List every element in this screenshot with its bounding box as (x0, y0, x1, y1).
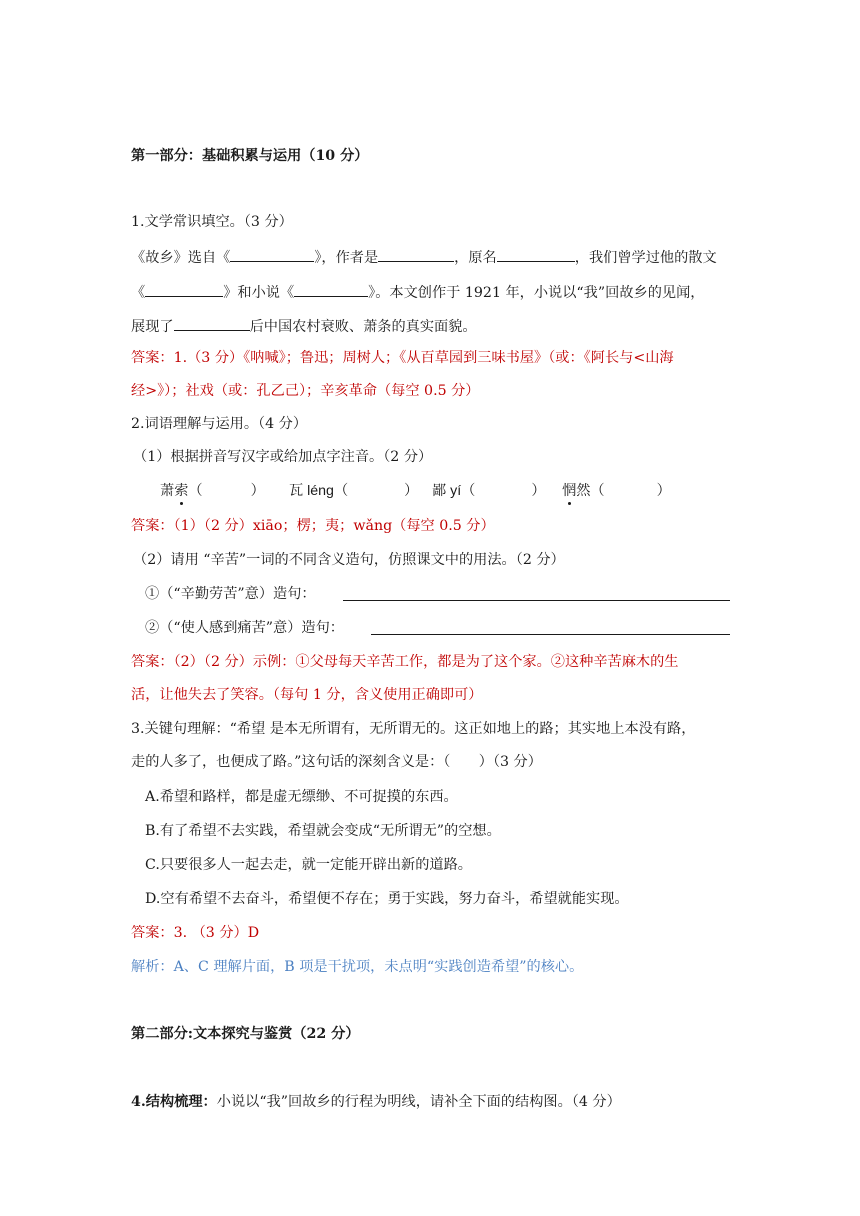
q2-item-text: 鄙 yí (432, 483, 462, 499)
blank-field[interactable] (174, 315, 250, 331)
q1-text: ，我们曾学过他的散文 (574, 250, 717, 266)
dotted-char: 惘 (562, 483, 577, 499)
q3-option-a[interactable]: A.希望和路样，都是虚无缥缈、不可捉摸的东西。 (145, 789, 458, 805)
sentence1-input-line[interactable] (343, 600, 730, 601)
q1-text: 》，作者是 (314, 250, 379, 266)
q2-sub1: （1）根据拼音写汉字或给加点字注音。（2 分） (133, 449, 433, 465)
blank-field[interactable] (378, 246, 454, 262)
q1-line3 (131, 315, 477, 337)
blank-field[interactable] (145, 281, 223, 297)
q2-item-text: 然（ (576, 483, 605, 499)
q4-text: 小说以“我”回故乡的行程为明线，请补全下面的结构图。（4 分） (216, 1094, 621, 1110)
q1-text: 》。本文创作于 1921 年，小说以“我”回故乡的见闻， (368, 285, 705, 301)
q3-option-b[interactable]: B.有了希望不去实践，希望就会变成“无所谓无”的空想。 (145, 823, 501, 839)
q2-item-text: ） (531, 483, 546, 499)
q1-line2 (131, 281, 704, 303)
part2-heading: 第二部分:文本探究与鉴赏（22 分） (131, 1026, 360, 1042)
q2-item-text: （ (333, 483, 349, 499)
q1-text: ，原名 (454, 250, 497, 266)
q2-item-4 (562, 481, 671, 501)
q2-sentence2: ②（“使人感到痛苦”意）造句： (145, 620, 344, 636)
q1-title: 1.文学常识填空。（3 分） (131, 214, 293, 230)
q2-item-text: （ (461, 483, 476, 499)
sentence2-input-line[interactable] (371, 634, 730, 635)
q4-label: 4.结构梳理： (131, 1094, 217, 1110)
q2-item-text: （ (188, 483, 203, 499)
q2-sub2: （2）请用 “辛苦”一词的不同含义造句，仿照课文中的用法。（2 分） (133, 552, 565, 568)
q2-title: 2.词语理解与运用。（4 分） (131, 416, 308, 432)
q1-text: 《 (131, 285, 146, 301)
q2-item-2 (289, 481, 418, 501)
q3-option-c[interactable]: C.只要很多人一起去走，就一定能开辟出新的道路。 (145, 857, 472, 873)
q4-title (131, 1092, 621, 1112)
q1-text: 》和小说《 (223, 285, 295, 301)
q1-text: 后中国农村衰败、萧条的真实面貌。 (249, 319, 477, 335)
q2-answer-sub1: 答案：（1）（2 分）xiāo；楞；夷；wǎng（每空 0.5 分） (131, 518, 495, 534)
q1-line1 (131, 246, 717, 268)
q2-item-3 (432, 481, 546, 501)
q2-answer-sub2-line1: 答案：（2）（2 分）示例：①父母每天辛苦工作，都是为了这个家。②这种辛苦麻木的生 (131, 654, 679, 670)
q3-answer: 答案：3. （3 分）D (131, 925, 260, 941)
dotted-char: 索 (174, 483, 189, 499)
blank-field[interactable] (497, 246, 575, 262)
q2-sentence1: ①（“辛勤劳苦”意）造句： (145, 586, 316, 602)
q1-text: 《故乡》选自《 (131, 250, 231, 266)
q3-analysis: 解析：A、C 理解片面，B 项是干扰项，未点明“实践创造希望”的核心。 (131, 959, 584, 975)
part1-heading: 第一部分：基础积累与运用（10 分） (131, 148, 369, 164)
q3-title-line2: 走的人多了，也便成了路。”这句话的深刻含义是：（ ）（3 分） (131, 754, 542, 770)
q1-answer-line2: 经>》）；社戏（或：孔乙己）；辛亥革命（每空 0.5 分） (131, 383, 480, 399)
blank-field[interactable] (294, 281, 368, 297)
q1-text: 展现了 (131, 319, 174, 335)
q2-item-1 (160, 481, 265, 501)
q2-item-text: ） (404, 483, 419, 499)
q2-answer-sub2-line2: 活，让他失去了笑容。（每句 1 分，含义使用正确即可） (131, 687, 483, 703)
q2-item-text: ） (250, 483, 265, 499)
q2-item-text: 萧 (160, 483, 175, 499)
q2-item-text: ） (656, 483, 671, 499)
blank-field[interactable] (230, 246, 314, 262)
q1-answer-line1: 答案：1.（3 分）《呐喊》；鲁迅；周树人；《从百草园到三味书屋》（或：《阿长与<山海 (131, 350, 674, 366)
q2-item-text: 瓦 léng (289, 483, 334, 499)
q3-option-d[interactable]: D.空有希望不去奋斗，希望便不存在；勇于实践，努力奋斗，希望就能实现。 (145, 891, 629, 907)
q3-title-line1: 3.关键句理解：“希望 是本无所谓有，无所谓无的。这正如地上的路；其实地上本没有路， (131, 721, 696, 737)
